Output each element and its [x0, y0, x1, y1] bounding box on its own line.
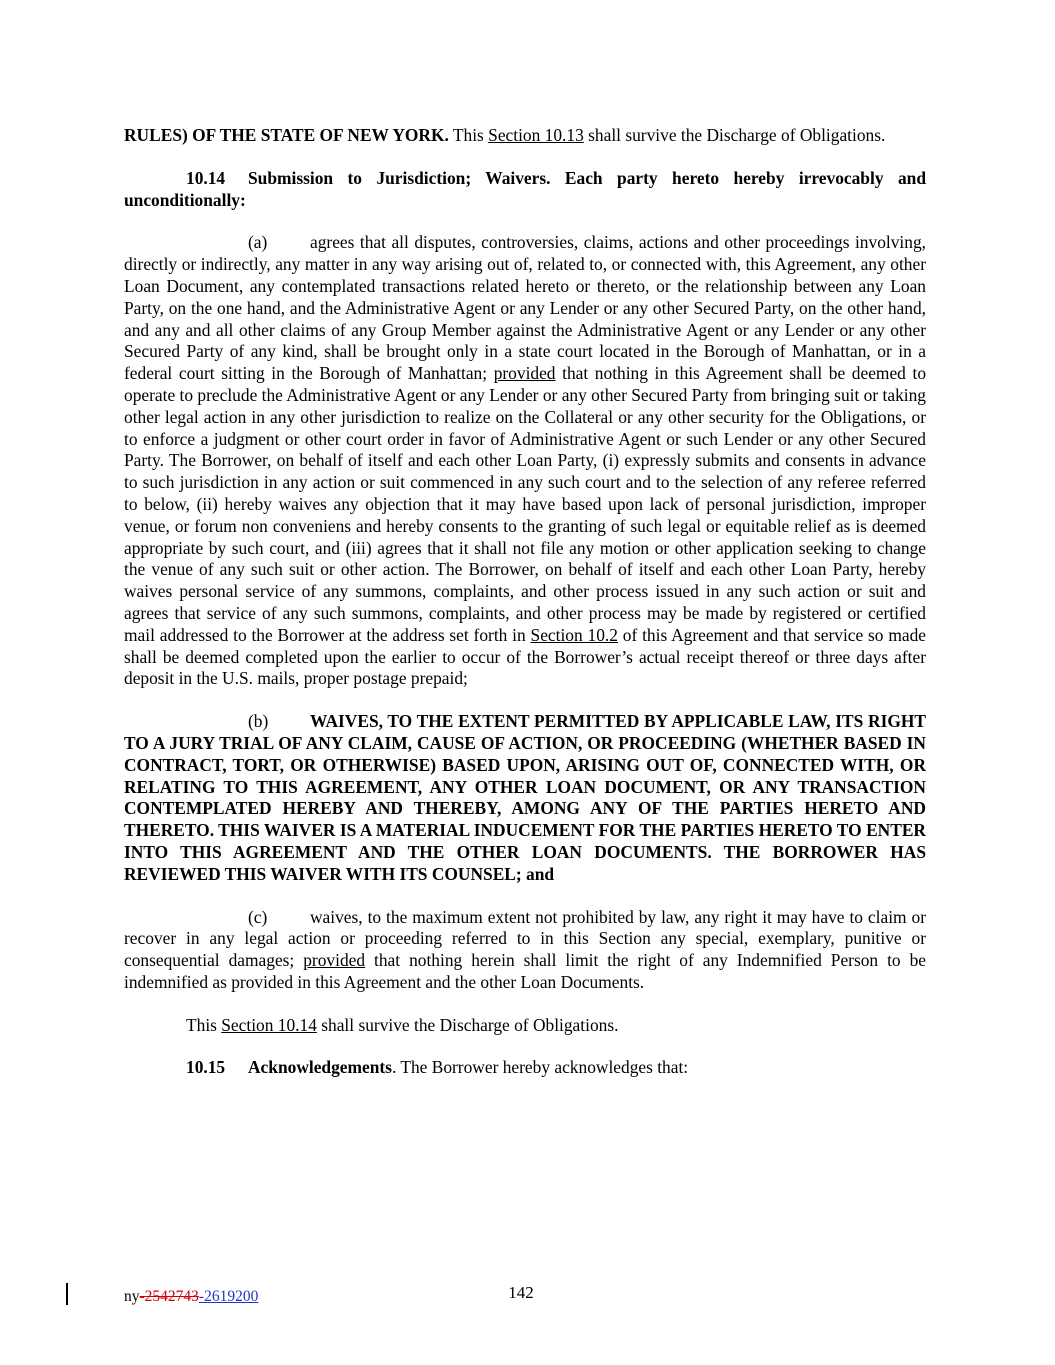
section-reference-link: Section 10.2 [530, 624, 618, 645]
page-number: 142 [508, 1283, 534, 1302]
change-bar [66, 1283, 68, 1305]
section-title: Acknowledgements [248, 1057, 392, 1078]
text: agrees that all disputes, controversies, claims, actions and other proceedings involving, directly or indirectly, any matter in any way arising out of, related to, or connected with, this Agreement, any other Loan Document, any contemplated transactions related hereto or thereto, or the relationship between any Loan Party, on the one hand, and the Administrative Agent or any Lender or any other Secured Party, on the other hand, and any and all other claims of any Group Member against the Administrative Agent or any Lender or any other Secured Party of any kind, shall be brought only in a state court located in the Borough of Manhattan, or in a federal court sitting in the Borough of Manhattan; [124, 232, 926, 384]
doc-id-deleted: -2542743 [139, 1288, 199, 1305]
provided-term: provided [493, 363, 556, 384]
survival-paragraph [124, 1015, 926, 1037]
section-number: 10.15 [186, 1057, 226, 1078]
section-reference-link: Section 10.13 [488, 125, 584, 145]
bold-text: RULES) OF THE STATE OF NEW YORK. [124, 125, 449, 145]
section-title: Submission to Jurisdiction; Waivers. Each party hereto hereby irrevocably and unconditionally: [124, 167, 926, 210]
text: shall survive the Discharge of Obligations. [583, 125, 886, 145]
clause-b [124, 711, 926, 885]
document-body [124, 125, 926, 1079]
jury-waiver-text: WAIVES, TO THE EXTENT PERMITTED BY APPLICABLE LAW, ITS RIGHT TO A JURY TRIAL OF ANY CLAIM, CAUSE OF ACTION, OR PROCEEDING (WHETHER BASED IN CONTRACT, TORT, OR OTHERWISE) BASED UPON, ARISING OUT OF, CONNECTED WITH, OR RELATING TO THIS AGREEMENT, ANY OTHER LOAN DOCUMENT, OR ANY TRANSACTION CONTEMPLATED HEREBY AND THEREBY, AMONG ANY OF THE PARTIES HERETO AND THERETO. THIS WAIVER IS A MATERIAL INDUCEMENT FOR THE PARTIES HERETO TO ENTER INTO THIS AGREEMENT AND THE OTHER LOAN DOCUMENTS. THE BORROWER HAS REVIEWED THIS WAIVER WITH ITS COUNSEL; and [124, 711, 926, 884]
text: waives, to the maximum extent not prohibited by law, any right it may have to claim or recover in any legal action or proceeding referred to in this Section any special, exemplary, punitive or consequential damages; [124, 906, 926, 971]
doc-id-inserted: -2619200 [198, 1288, 259, 1305]
provided-term: provided [303, 950, 366, 971]
clause-label: (c) [248, 906, 268, 927]
text: shall survive the Discharge of Obligations. [316, 1014, 619, 1035]
document-id [124, 1286, 258, 1308]
paragraph-governing-law-end [124, 125, 926, 147]
text: This [448, 125, 489, 145]
section-10-15-heading [124, 1057, 926, 1079]
text: that nothing in this Agreement shall be deemed to operate to preclude the Administrative Agent or any Lender or any other Secured Party from bringing suit or taking other legal action in any other jurisdiction to realize on the Collateral or any other security for the Obligations, or to enforce a judgment or other court order in favor of Administrative Agent or such Lender or any other Secured Party. The Borrower, on behalf of itself and each other Loan Party, (i) expressly submits and consents in advance to such jurisdiction in any action or suit commenced in any such court and to the selection of any referee referred to below, (ii) hereby waives any objection that it may have based upon lack of personal jurisdiction, improper venue, or forum non conveniens and hereby consents to the granting of such legal or equitable relief as is deemed appropriate by such court, and (iii) agrees that it shall not file any motion or other application seeking to change the venue of any such suit or other action. The Borrower, on behalf of itself and each other Loan Party, hereby waives personal service of any summons, complaints, and other process issued in any such action or suit and agrees that service of any such summons, complaints, and other process may be made by registered or certified mail addressed to the Borrower at the address set forth in [124, 363, 927, 645]
text: of this Agreement and that service so made shall be deemed completed upon the earlier to occur of the Borrower’s actual receipt thereof or three days after deposit in the U.S. mails, proper postage prepaid; [124, 624, 926, 689]
section-number: 10.14 [186, 167, 226, 188]
clause-c [124, 907, 926, 994]
section-10-14-heading [124, 168, 926, 212]
section-reference-link: Section 10.14 [221, 1014, 317, 1035]
clause-label: (a) [248, 232, 268, 253]
text: that nothing herein shall limit the right of any Indemnified Person to be indemnified as provided in this Agreement and the other Loan Documents. [124, 950, 926, 992]
text: This [186, 1014, 222, 1035]
clause-label: (b) [248, 711, 269, 732]
doc-id-prefix: ny [124, 1288, 140, 1305]
clause-a [124, 232, 926, 690]
section-text: . The Borrower hereby acknowledges that: [391, 1057, 689, 1078]
